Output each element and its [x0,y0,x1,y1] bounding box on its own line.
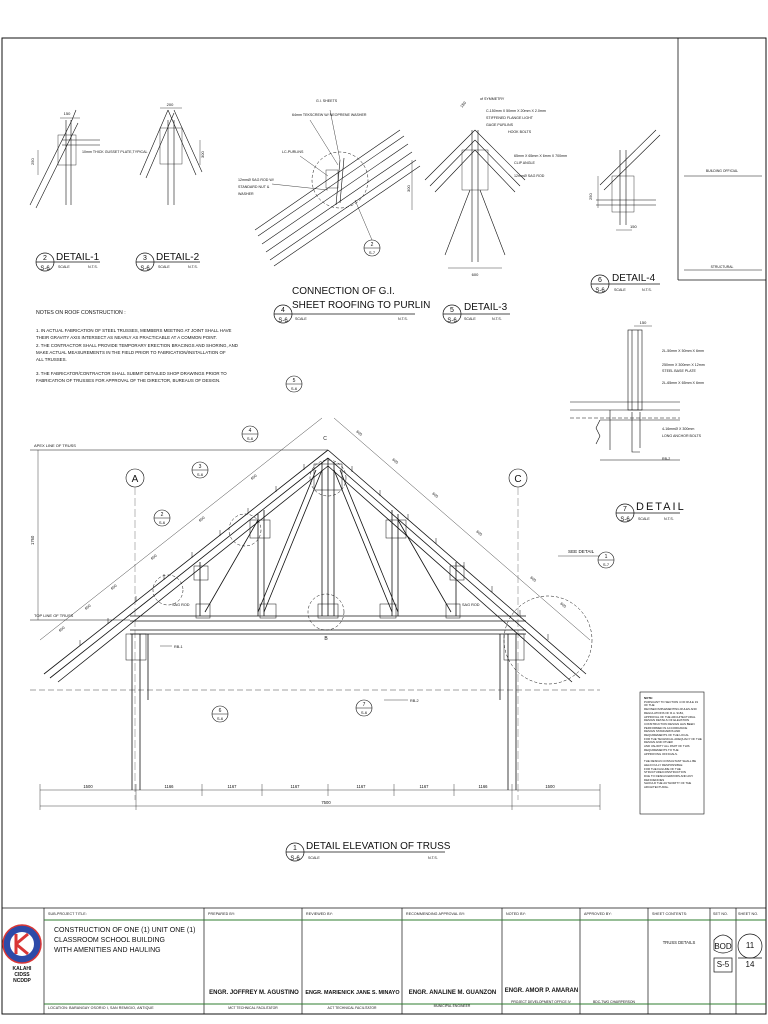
svg-text:1167: 1167 [227,784,237,789]
project-title [54,926,195,956]
reviewed-label: REVIEWED BY: [306,912,333,916]
detail-title-4 [591,273,660,294]
svg-text:CIDSS: CIDSS [14,972,30,978]
svg-text:600: 600 [529,575,537,583]
member-b: B [324,636,328,642]
svg-text:600: 600 [475,529,483,537]
svg-text:N.T.S.: N.T.S. [188,265,198,269]
rb2-label: RB-2 [410,699,419,703]
d4-sag-label-1: 12mmØ SAG ROD W/ [238,178,274,182]
sheet-border [2,38,766,1014]
project-line-3: WITH AMENITIES AND HAULING [54,947,161,954]
svg-text:600: 600 [391,457,399,465]
side-note-line: FOR THE TECHNICAL ADEQUACY OF THE DESIGN AND OTHER [644,736,702,745]
detail-3-drawing [412,130,525,268]
side-note [644,697,702,790]
d1-dim-top: 150 [63,111,71,116]
side-note-line: APPROVING OFFICIALS. [644,751,678,756]
side-note-line: FOR THE FAILURE OF THE STRUCTURE/CONSTRUCTION [644,766,686,775]
svg-text:DETAIL-4: DETAIL-4 [612,273,656,284]
sheet-label: SHEET NO. [738,912,759,916]
svg-text:1166: 1166 [478,784,488,789]
d5-dim-bottom: 150 [630,224,637,229]
svg-text:S-6: S-6 [290,856,300,862]
detail-7-drawing [570,326,680,460]
recommending-role: MUNICIPAL ENGINEER [433,1004,471,1008]
svg-text:2: 2 [160,512,164,518]
svg-text:SHEET ROOFING TO PURLIN: SHEET ROOFING TO PURLIN [292,300,431,311]
d3-symmetry: of SYMMETRY [480,97,505,101]
reviewed-name: ENGR. MARIENICK JANE S. MINAYO [305,990,400,996]
svg-text:1166: 1166 [164,784,174,789]
elev-callout [154,510,170,526]
structural-label: STRUCTURAL [710,265,734,269]
set-sub: S-5 [716,960,730,969]
svg-text:1167: 1167 [356,784,366,789]
d1-gusset-label: 10mm THICK GUSSET PLATE,TYPICAL [82,150,148,154]
svg-text:S-6: S-6 [595,288,605,294]
svg-text:SCALE: SCALE [158,265,170,269]
kalahi-logo [3,925,41,984]
d4-sag-label-3: WASHER [238,192,254,196]
d3-purlin-3: GAGE PURLINS [486,123,513,127]
svg-text:DETAIL ELEVATION OF TRUSS: DETAIL ELEVATION OF TRUSS [306,841,451,852]
svg-text:6: 6 [598,277,602,284]
noted-role: PROJECT DEVELOPMENT OFFICE IV [511,1000,571,1004]
grid-c: C [514,474,522,485]
side-note-line: DUE TO DESIGN ERRORS AND ANY DEFICIENCIES [644,774,694,782]
svg-text:SCALE: SCALE [308,856,320,860]
d3-purlin-2: STIFFENED FLANGE LIGHT [486,116,533,120]
side-note-line: DESIGN STANDARDS AND REQUIREMENTS OF THE LOCAL [644,729,689,738]
svg-text:1: 1 [293,845,297,852]
svg-text:600: 600 [150,553,158,561]
noted-name: ENGR. AMOR P. AMARAN [504,988,579,994]
d3-hook: HOOK BOLTS [508,130,532,134]
svg-text:N.T.S.: N.T.S. [88,265,98,269]
d3-sag: 12mmØ SAG ROD [514,174,545,178]
d7-dim-top: 150 [639,320,647,325]
d2-dim-top: 200 [166,102,174,107]
svg-text:S-6: S-6 [278,318,288,324]
svg-text:S-6: S-6 [158,520,166,525]
note-line: FABRICATION OF TRUSSES FOR APPROVAL OF THE DIRECTOR, BUREAUS OF DESIGN. [36,378,221,383]
prepared-role: MCT TECHNICAL FACILITATOR [228,1006,278,1010]
d3-purlin-1: C-150mm X 50mm X 20mm X 2.0mm [486,109,546,113]
contents-value: TRUSS DETAILS [662,940,696,945]
svg-text:DETAIL-2: DETAIL-2 [156,252,200,263]
svg-text:S-6: S-6 [40,266,50,272]
noted-label: NOTED BY: [506,912,527,916]
svg-text:N.T.S.: N.T.S. [398,317,408,321]
svg-text:600: 600 [198,515,206,523]
d7-label-2: 250mm X 300mm X 12mm [662,363,705,367]
bottom-dims [83,784,555,805]
d7-label-5: 4-16mmØ X 300mm [662,427,695,431]
set-label: SET NO. [713,912,729,916]
notes-title: NOTES ON ROOF CONSTRUCTION : [36,310,126,316]
svg-text:SCALE: SCALE [464,317,476,321]
svg-text:DETAIL: DETAIL [636,501,686,513]
detail-1-drawing [30,110,100,208]
svg-text:S-6: S-6 [360,710,368,715]
svg-text:600: 600 [58,625,66,633]
svg-text:7: 7 [362,702,366,708]
detail-title-elevation [286,841,451,862]
svg-text:3: 3 [198,464,202,470]
svg-text:6: 6 [218,708,222,714]
svg-text:1167: 1167 [419,784,429,789]
elev-callout [286,376,302,392]
svg-text:N.T.S.: N.T.S. [664,517,674,521]
elev-callout [192,462,208,478]
sag-rod-left: SAG ROD [172,603,190,607]
svg-text:S-6: S-6 [447,318,457,324]
project-line-2: CLASSROOM SCHOOL BUILDING [54,937,165,944]
detail-title-7 [616,501,686,523]
svg-text:N.T.S.: N.T.S. [428,856,438,860]
svg-text:N.T.S.: N.T.S. [492,317,502,321]
sag-rod-right: SAG ROD [462,603,480,607]
sub-project-label: SUB-PROJECT TITLE: [48,912,87,916]
side-note-line: APPROVAL OF THE ARCHITECTURAL DESIGN DETAILS OF ELEVATION [644,714,696,723]
d4-gi-label: G.I. SHEETS [316,99,338,103]
approved-role: BDC-TWG CHAIRPERSON [592,1000,635,1004]
d4-ref-sheet: S-7 [368,250,376,255]
svg-text:1500: 1500 [83,784,93,789]
reviewed-role: ACT TECHNICAL FACILITATOR [327,1006,377,1010]
svg-text:600: 600 [110,583,118,591]
svg-text:S-7: S-7 [602,562,610,567]
svg-text:5: 5 [450,307,454,314]
side-note-line: THE DESIGN CONSULTANT SHALL BE HELD FULLY RESPONSIBLE [644,759,697,767]
roof-notes [36,310,238,383]
top-line-label: TOP LINE OF TRUSS [34,613,74,618]
svg-text:600: 600 [355,429,363,437]
svg-text:S-6: S-6 [246,436,254,441]
sheet-total: 14 [745,960,755,969]
svg-text:600: 600 [559,601,567,609]
d3-clip-2: CLIP ANGLE [514,161,535,165]
sheet-value: 11 [745,941,755,950]
note-line: ALL TRUSSES. [36,357,67,362]
elev-callout [356,700,372,716]
d3-clip-1: 65mm X 65mm X 6mm X 700mm [514,154,568,158]
note-line: MAKE ACTUAL MEASUREMENTS IN THE FIELD PRIOR TO FABRICATION/INSTALLATION OF [36,350,226,355]
svg-text:600: 600 [250,473,258,481]
d4-ref-num: 2 [370,242,374,248]
side-note-line: AND VALIDITY ALL PART OF THIS REQUIREMENTS TO THE [644,744,690,752]
svg-text:S-6: S-6 [290,386,298,391]
svg-text:S-6: S-6 [216,716,224,721]
d7-label-4: 2L-65mm X 65mm X 6mm [662,381,704,385]
apex-label: APEX LINE OF TRUSS [34,443,76,448]
detail-gi-drawing [255,110,420,266]
building-official-label: BUILDING OFFICIAL [705,169,739,173]
d7-label-1: 2L-50mm X 50mm X 6mm [662,349,704,353]
see-detail-label: SEE DETAIL [568,549,595,554]
d3-dim-top: 150 [458,100,468,109]
svg-text:SCALE: SCALE [638,517,650,521]
svg-text:3: 3 [143,255,147,262]
prepared-name: ENGR. JOFFREY M. AGUSTINO [209,990,299,996]
d4-tek-label: 64mm TEKSCREW W/ NEOPRENE WASHER [292,113,367,117]
right-panel [678,38,766,280]
svg-text:1: 1 [604,554,608,560]
svg-text:5: 5 [292,378,296,384]
set-value: BOD [714,942,732,951]
elev-callout [212,706,228,722]
side-note-line: PURSUANT TO SECTION 4 OF RULE 19 OF THE [644,699,698,708]
d5-dim-side: 250 [588,193,593,200]
total-dim: 7500 [321,800,331,805]
d7-label-6: LONG ANCHOR BOLTS [662,434,702,438]
svg-text:DETAIL-1: DETAIL-1 [56,252,100,263]
d2-dim-side: 300 [200,151,205,158]
svg-text:SCALE: SCALE [58,265,70,269]
side-note-line: REVISED IMPLEMENTING RULES AND REGULATIONS OF R.A. 9184, [644,707,697,715]
side-note-line: SHOULD THE AUTHORITY OF THE ARCHITECTURAL. [644,781,692,790]
svg-text:S-6: S-6 [196,472,204,477]
contents-label: SHEET CONTENTS: [652,912,688,916]
rb1-label: RB-1 [174,645,183,649]
recommending-label: RECOMMENDING APPROVAL BY: [406,912,466,916]
svg-text:4: 4 [281,307,285,314]
svg-text:1500: 1500 [545,784,555,789]
note-line: 3. THE FABRICATOR/CONTRACTOR SHALL SUBMIT DETAILED SHOP DRAWINGS PRIOR TO [36,371,227,376]
detail-2-drawing [140,108,202,205]
elev-callout [242,426,258,442]
grid-a: A [131,474,139,485]
approved-label: APPROVED BY: [584,912,612,916]
d3-dim-bottom: 600 [471,272,479,277]
svg-text:NCDDP: NCDDP [13,978,31,984]
svg-text:KALAHI: KALAHI [12,966,32,972]
svg-text:SCALE: SCALE [295,317,307,321]
svg-text:DETAIL-3: DETAIL-3 [464,302,508,313]
detail-title-2 [136,252,200,272]
project-line-1: CONSTRUCTION OF ONE (1) UNIT ONE (1) [54,927,196,934]
svg-text:SCALE: SCALE [614,288,626,292]
title-block-frame [2,908,766,1014]
svg-text:600: 600 [431,491,439,499]
detail-title-3 [443,302,510,324]
see-detail-bubble [598,552,614,568]
d7-rb: RB-2 [662,457,671,461]
note-line: 2. THE CONTRACTOR SHALL PROVIDE TEMPORARY ERECTION BRACINGS AND SHORING, AND [36,343,238,348]
svg-text:N.T.S.: N.T.S. [642,288,652,292]
prepared-label: PREPARED BY: [208,912,236,916]
side-note-line: CONSTRUCTION DESIGN HAS BEEN PERFORMED IN ACCORDANCE [644,721,695,730]
svg-text:4: 4 [248,428,252,434]
svg-text:S-6: S-6 [140,266,150,272]
note-line: 1. IN ACTUAL FABRICATION OF STEEL TRUSSES, MEMBERS MEETING AT JOINT SHALL HAVE [36,328,232,333]
svg-text:2: 2 [43,255,47,262]
svg-text:1167: 1167 [290,784,300,789]
height-dim: 1760 [30,535,35,545]
d4-sag-label-2: STANDARD NUT & [238,185,270,189]
d7-label-3: STEEL BASE PLATE [662,369,696,373]
note-line: THEIR GRAVITY AXIS INTERSECT AS NEARLY AS PRACTICABLE AT A COMMON POINT. [36,335,217,340]
svg-text:S-6: S-6 [620,517,630,523]
svg-text:CONNECTION OF G.I.: CONNECTION OF G.I. [292,286,395,297]
d1-dim-side: 250 [30,158,35,165]
recommending-name: ENGR. ANALINE M. GUANZON [408,990,497,996]
svg-text:600: 600 [84,603,92,611]
detail-title-gi [274,286,430,324]
d4-lc-label: LC-PURLINS [282,150,304,154]
detail-title-1 [36,252,100,272]
svg-text:7: 7 [623,506,627,513]
member-c: C [323,436,327,442]
location-label: LOCATION: BARANGAY OSORIO I, SAN REMIGIO, ANTIQUE [48,1006,154,1010]
side-note-title: NOTE: [644,696,653,700]
d3-dim-side: 300 [406,185,411,192]
detail-4-drawing [596,130,660,230]
